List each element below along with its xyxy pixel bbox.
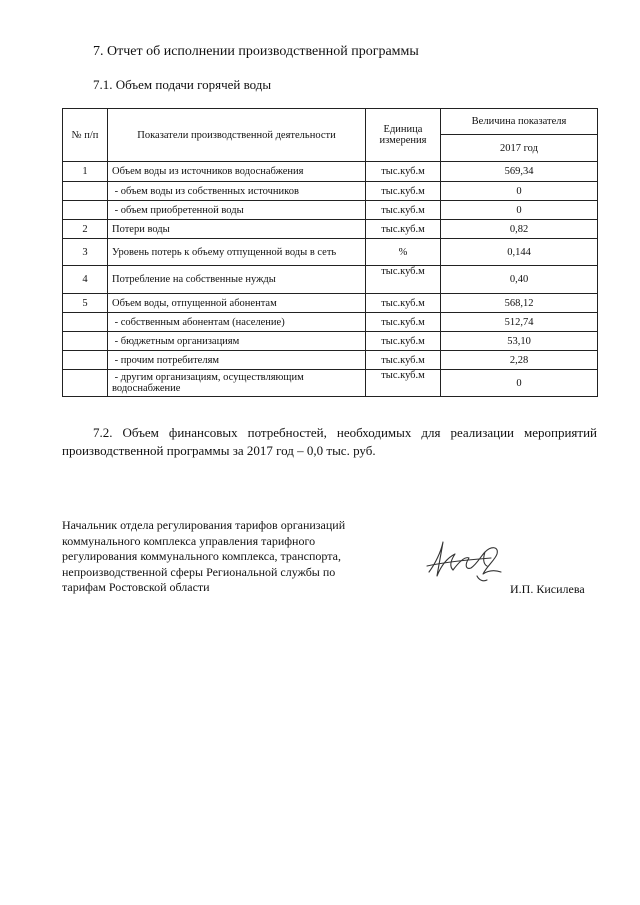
- table-row: [63, 294, 598, 313]
- row-unit: тыс.куб.м: [366, 332, 441, 351]
- row-value: 0,144: [441, 239, 598, 266]
- row-indicator: Потребление на собственные нужды: [108, 266, 366, 294]
- row-num: 1: [63, 162, 108, 182]
- subsection-title: 7.1. Объем подачи горячей воды: [93, 77, 272, 92]
- table-row: [63, 182, 598, 201]
- row-value: 512,74: [441, 313, 598, 332]
- row-value: 0,40: [441, 266, 598, 294]
- row-value: 0: [441, 370, 598, 397]
- row-indicator: - бюджетным организациям: [108, 332, 366, 351]
- signatory-position: [62, 518, 392, 596]
- row-num: 2: [63, 220, 108, 239]
- row-num: 3: [63, 239, 108, 266]
- table-row: [63, 332, 598, 351]
- row-unit: тыс.куб.м: [366, 294, 441, 313]
- row-value: 0: [441, 182, 598, 201]
- row-unit: тыс.куб.м: [366, 351, 441, 370]
- row-num: [63, 313, 108, 332]
- table-row: [63, 370, 598, 397]
- header-value-group: Величина показателя: [441, 109, 598, 135]
- row-num: [63, 351, 108, 370]
- table-row: [63, 351, 598, 370]
- row-unit: тыс.куб.м: [366, 220, 441, 239]
- row-unit: тыс.куб.м: [366, 266, 441, 294]
- row-indicator: - объем приобретенной воды: [108, 201, 366, 220]
- table-row: [63, 201, 598, 220]
- row-num: [63, 201, 108, 220]
- row-unit: %: [366, 239, 441, 266]
- row-unit: тыс.куб.м: [366, 313, 441, 332]
- signatory-name: И.П. Кисилева: [510, 582, 585, 596]
- header-year: 2017 год: [441, 135, 598, 162]
- table-row: [63, 220, 598, 239]
- section-title: 7. Отчет об исполнении производственной программы: [93, 44, 419, 59]
- row-unit: тыс.куб.м: [366, 182, 441, 201]
- table-row: [63, 162, 598, 182]
- signatory-position-line: Начальник отдела регулирования тарифов организаций: [62, 518, 346, 532]
- row-indicator: Уровень потерь к объему отпущенной воды в сеть: [108, 239, 366, 266]
- row-num: [63, 182, 108, 201]
- handwritten-signature: [425, 536, 505, 586]
- signatory-position-line: коммунального комплекса управления тарифного: [62, 533, 316, 548]
- table-row: [63, 239, 598, 266]
- row-indicator: Объем воды из источников водоснабжения: [108, 162, 366, 182]
- row-indicator: Потери воды: [108, 220, 366, 239]
- row-value: 2,28: [441, 351, 598, 370]
- row-value: 0,82: [441, 220, 598, 239]
- header-indicator: Показатели производственной деятельности: [108, 109, 366, 162]
- row-value: 568,12: [441, 294, 598, 313]
- signatory-position-line: тарифам Ростовской области: [62, 580, 210, 594]
- row-value: 0: [441, 201, 598, 220]
- row-num: [63, 332, 108, 351]
- row-num: [63, 370, 108, 397]
- water-supply-table: [62, 108, 598, 397]
- header-num: № п/п: [63, 109, 108, 162]
- row-unit: тыс.куб.м: [366, 201, 441, 220]
- table-row: [63, 266, 598, 294]
- row-value: 569,34: [441, 162, 598, 182]
- row-indicator: - другим организациям, осуществляющим водоснабжение: [108, 370, 366, 397]
- row-num: 5: [63, 294, 108, 313]
- signatory-position-line: регулирования коммунального комплекса, транспорта,: [62, 549, 341, 563]
- row-indicator: - прочим потребителям: [108, 351, 366, 370]
- row-indicator: - собственным абонентам (население): [108, 313, 366, 332]
- row-indicator: Объем воды, отпущенной абонентам: [108, 294, 366, 313]
- header-unit: Единица измерения: [366, 109, 441, 162]
- signatory-position-line: непроизводственной сферы Региональной службы по: [62, 564, 336, 579]
- financial-needs-paragraph: 7.2. Объем финансовых потребностей, необходимых для реализации мероприятий производственной программы за 2017 год – 0,0 тыс. руб.: [62, 425, 597, 458]
- row-num: 4: [63, 266, 108, 294]
- row-unit: тыс.куб.м: [366, 162, 441, 182]
- row-unit: тыс.куб.м: [366, 370, 441, 397]
- row-value: 53,10: [441, 332, 598, 351]
- row-indicator: - объем воды из собственных источников: [108, 182, 366, 201]
- table-row: [63, 313, 598, 332]
